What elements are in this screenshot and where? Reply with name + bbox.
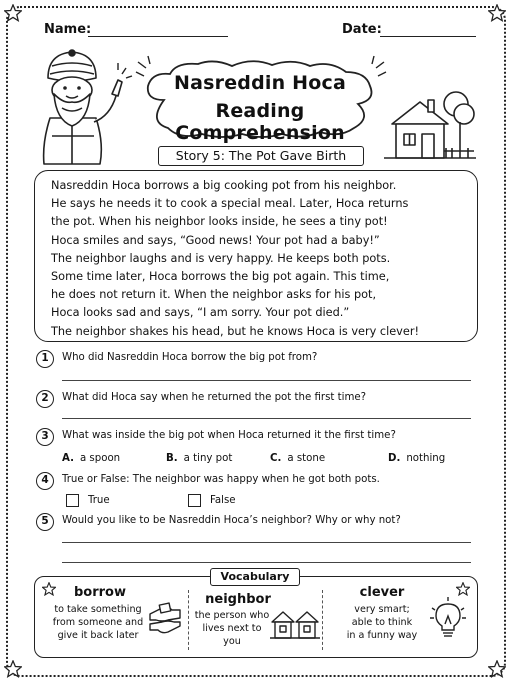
question-text: Would you like to be Nasreddin Hoca’s neighbor? Why or why not? — [62, 515, 401, 526]
star-icon — [4, 660, 22, 678]
question-number: 5 — [36, 513, 54, 531]
question-number: 2 — [36, 390, 54, 408]
story-line: he does not return it. When the neighbor asks for his pot, — [51, 288, 377, 302]
vocab-word-clever: clever — [359, 585, 405, 600]
choice-b[interactable] — [166, 453, 232, 464]
question-number: 1 — [36, 350, 54, 368]
lightbulb-icon — [428, 596, 468, 640]
vocab-word-neighbor: neighbor — [205, 592, 271, 607]
question-number: 4 — [36, 472, 54, 490]
question-text: What was inside the big pot when Hoca returned it the first time? — [62, 430, 396, 441]
star-icon — [488, 4, 506, 22]
vocab-divider — [188, 590, 189, 650]
date-label: Date: — [342, 22, 382, 37]
true-label: True — [88, 495, 110, 506]
story-line: The neighbor laughs and is very happy. He keeps both pots. — [51, 251, 391, 265]
answer-line-1[interactable] — [62, 380, 471, 381]
story-line: Nasreddin Hoca borrows a big cooking pot from his neighbor. — [51, 179, 397, 192]
choice-letter: B. — [166, 453, 178, 464]
true-checkbox[interactable] — [66, 494, 79, 507]
vocab-word-borrow: borrow — [74, 585, 126, 600]
star-icon — [456, 582, 470, 596]
star-icon — [488, 660, 506, 678]
false-checkbox[interactable] — [188, 494, 201, 507]
story-line: He says he needs it to cook a special meal. Later, Hoca returns — [51, 197, 409, 211]
choice-a[interactable] — [62, 453, 120, 464]
question-text: Who did Nasreddin Hoca borrow the big pot from? — [62, 352, 318, 363]
choice-text: a stone — [287, 453, 326, 464]
house-icon — [384, 84, 476, 162]
vocab-divider — [322, 590, 323, 650]
vocabulary-title: Vocabulary — [210, 568, 300, 586]
question-text: What did Hoca say when he returned the pot the first time? — [62, 392, 367, 403]
def-line: lives next to — [202, 623, 262, 634]
star-icon — [42, 582, 56, 596]
choice-c[interactable] — [270, 453, 325, 464]
star-icon — [4, 4, 22, 22]
def-line: able to think — [351, 617, 413, 628]
answer-line-5a[interactable] — [62, 542, 471, 543]
choice-d[interactable] — [388, 453, 445, 464]
def-line: the person who — [194, 610, 270, 621]
name-field[interactable] — [88, 36, 228, 37]
answer-line-5b[interactable] — [62, 562, 471, 563]
def-line: you — [223, 636, 241, 647]
title-line-1: Nasreddin Hoca — [174, 72, 346, 94]
def-line: to take something — [54, 604, 142, 615]
vocab-def-clever — [332, 603, 432, 642]
choice-letter: A. — [62, 453, 74, 464]
date-field[interactable] — [380, 36, 476, 37]
choice-text: a tiny pot — [183, 453, 233, 464]
hoca-character-illustration — [22, 48, 134, 166]
vocab-def-neighbor — [194, 609, 270, 648]
title-line-2: Reading Comprehension — [175, 100, 345, 144]
choice-letter: D. — [388, 453, 401, 464]
def-line: in a funny way — [346, 630, 418, 641]
houses-icon — [270, 606, 320, 642]
story-line: Hoca smiles and says, “Good news! Your pot had a baby!” — [51, 233, 380, 247]
vocab-def-borrow — [46, 603, 150, 642]
question-number: 3 — [36, 428, 54, 446]
name-label: Name: — [44, 22, 92, 37]
def-line: from someone and — [52, 617, 144, 628]
choice-letter: C. — [270, 453, 282, 464]
story-text-box — [34, 170, 478, 342]
def-line: give it back later — [57, 630, 139, 641]
question-text: True or False: The neighbor was happy when he got both pots. — [62, 474, 380, 485]
story-line: The neighbor shakes his head, but he knows Hoca is very clever! — [51, 324, 419, 338]
choice-text: nothing — [406, 453, 446, 464]
false-label: False — [210, 495, 236, 506]
story-line: the pot. When his neighbor looks inside, he sees a tiny pot! — [51, 215, 388, 229]
story-line: Hoca looks sad and says, “I am sorry. Your pot died.” — [51, 306, 350, 320]
answer-line-2[interactable] — [62, 418, 471, 419]
def-line: very smart; — [354, 604, 410, 615]
story-label: Story 5: The Pot Gave Birth — [158, 146, 364, 166]
story-line: Some time later, Hoca borrows the big pot again. This time, — [51, 270, 390, 284]
choice-text: a spoon — [79, 453, 121, 464]
hand-exchange-icon — [146, 600, 184, 640]
